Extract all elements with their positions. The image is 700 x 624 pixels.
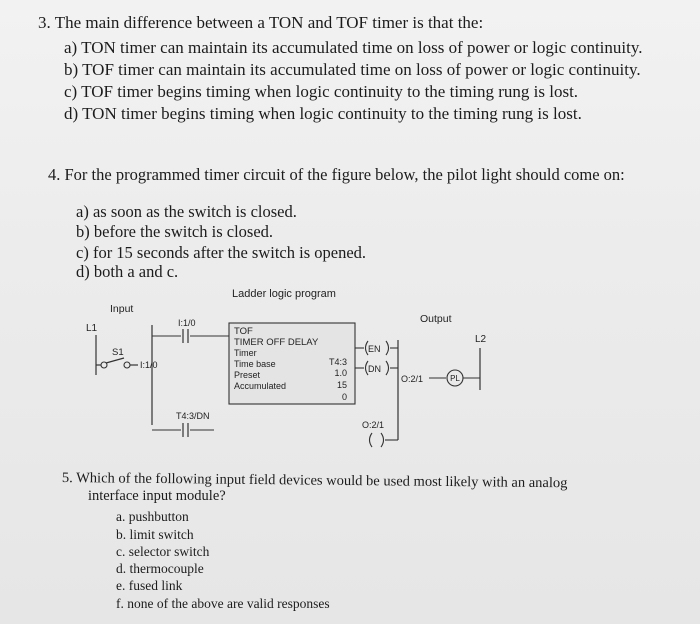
diagram-title: Ladder logic program — [232, 288, 336, 300]
output-coil-o21 — [370, 433, 399, 447]
q5-option-f: f. none of the above are valid responses — [116, 596, 330, 611]
pilot-light-icon — [447, 370, 463, 386]
output-coil-address: O:2/1 — [362, 420, 385, 430]
input-switch-s1 — [96, 335, 158, 375]
q5-option-a: a. pushbutton — [116, 509, 189, 524]
tof-timebase-value: 1.0 — [334, 368, 347, 378]
q3-option-a: a) TON timer can maintain its accumulated time on loss of power or logic continuity. — [64, 38, 643, 57]
q5-stem-line2: interface input module? — [88, 488, 226, 504]
timer-contact-address: T4:3/DN — [176, 411, 210, 421]
tof-preset-value: 15 — [336, 380, 347, 390]
switch-label: S1 — [112, 347, 124, 358]
q5-stem-line1: 5. Which of the following input field devices would be used most likely with an analog — [61, 470, 568, 492]
rail-right-label: L2 — [475, 334, 487, 345]
switch-address: I:1/0 — [140, 360, 158, 370]
tof-type: TOF — [234, 326, 253, 337]
q5-option-b: b. limit switch — [116, 527, 194, 542]
q3-option-d: d) TON timer begins timing when logic continuity to the timing rung is lost. — [64, 104, 582, 123]
q4-option-b: b) before the switch is closed. — [76, 222, 274, 241]
q5-option-c: c. selector switch — [116, 544, 210, 559]
rail-left-label: L1 — [86, 323, 98, 334]
q3-stem: 3. The main difference between a TON and TOF timer is that the: — [38, 13, 484, 32]
tof-timer-label: Timer — [234, 348, 257, 358]
tof-accum-value: 0 — [341, 392, 347, 402]
pilot-light-label: PL — [450, 374, 460, 383]
tof-preset-label: Preset — [234, 370, 261, 380]
tof-timer-block — [229, 323, 355, 404]
tof-timebase-label: Time base — [234, 359, 276, 369]
q5-option-e: e. fused link — [116, 578, 183, 593]
no-contact-t4-3-dn — [152, 423, 214, 437]
q4-option-d: d) both a and c. — [76, 262, 179, 281]
q5-option-d: d. thermocouple — [116, 561, 204, 576]
output-address: O:2/1 — [401, 374, 424, 384]
ladder-logic-diagram — [0, 280, 700, 455]
en-coil — [355, 341, 398, 355]
q3-option-b: b) TOF timer can maintain its accumulated time on loss of power or logic continuity. — [64, 60, 641, 79]
tof-accum-label: Accumulated — [234, 381, 287, 391]
en-coil-label: EN — [368, 344, 381, 354]
dn-coil-label: DN — [368, 364, 381, 374]
tof-name: TIMER OFF DELAY — [234, 337, 319, 348]
output-label: Output — [420, 313, 452, 325]
contact-address: I:1/0 — [178, 318, 196, 328]
no-contact-i10 — [152, 329, 229, 343]
q4-stem: 4. For the programmed timer circuit of the figure below, the pilot light should come on: — [48, 165, 625, 184]
q4-option-a: a) as soon as the switch is closed. — [76, 202, 297, 221]
input-label: Input — [110, 303, 134, 315]
tof-timer-value: T4:3 — [328, 357, 347, 367]
q4-option-c: c) for 15 seconds after the switch is opened. — [76, 243, 367, 262]
dn-coil — [355, 361, 398, 375]
q3-option-c: c) TOF timer begins timing when logic continuity to the timing rung is lost. — [64, 82, 579, 101]
